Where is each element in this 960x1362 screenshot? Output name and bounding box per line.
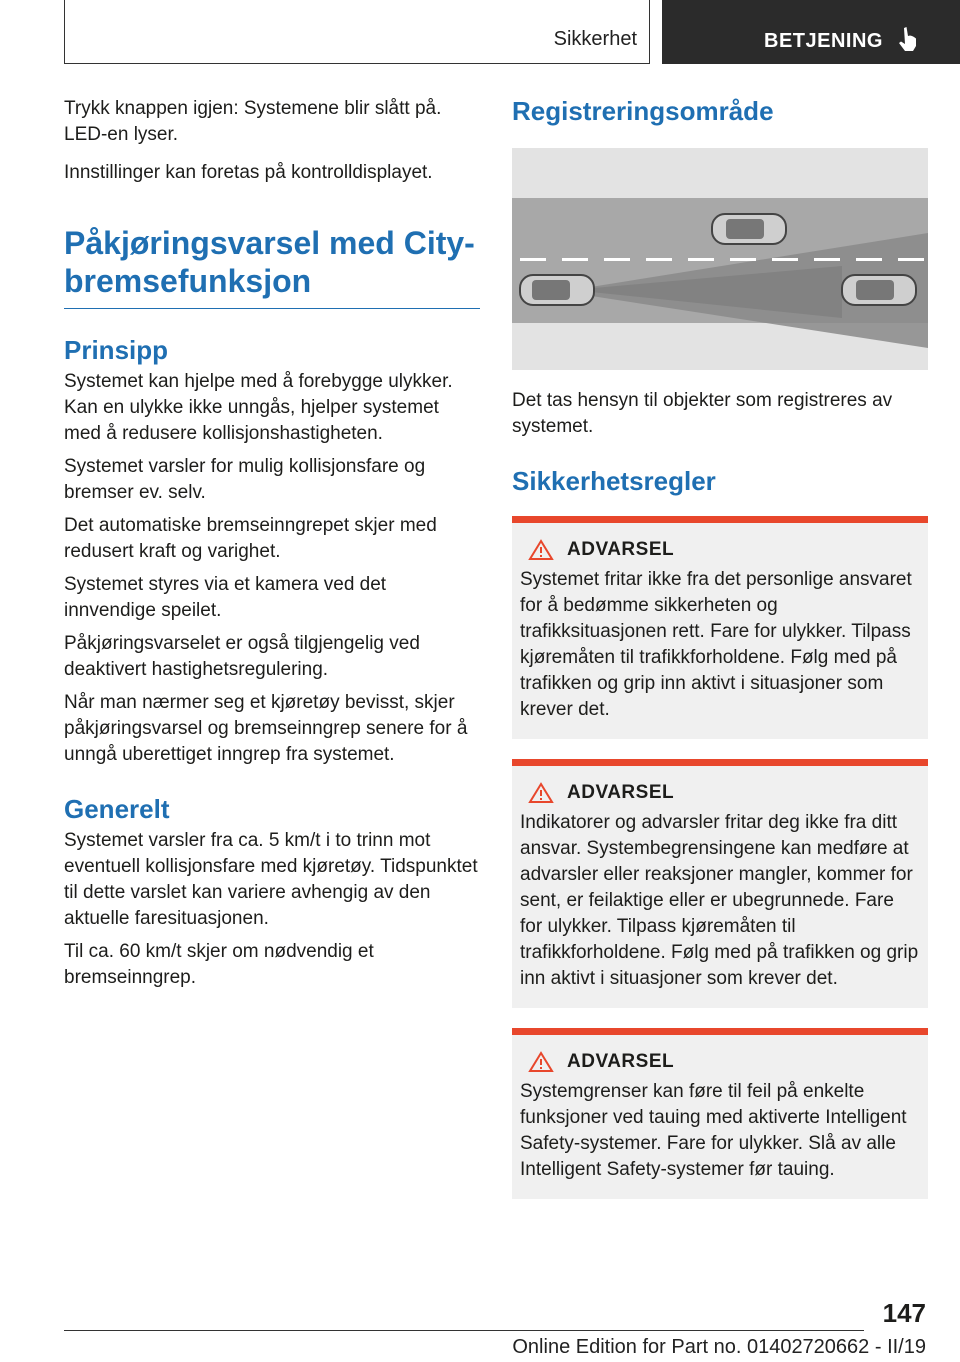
principle-paragraph: Systemet styres via et kamera ved det innvendige speilet. bbox=[64, 574, 387, 621]
principle-paragraph: Systemet varsler for mulig kollisjonsfare og bremser ev. selv. bbox=[64, 456, 426, 503]
warning-text: Indikatorer og advarsler fritar deg ikke fra ditt ansvar. Systembegrensingene kan medføre at advarsler eller reaksjoner mangler, kommer for sent, er feilaktige eller er ubegrunnede. Fare for ulykker. Tilpass kjøremåten til trafikkforholdene. Følg med på trafikken og grip inn aktivt i situasjoner som krever det. bbox=[520, 812, 919, 989]
section-heading: Påkjøringsvarsel med City-bremsefunksjon bbox=[64, 224, 480, 309]
header-chapter-label: BETJENING bbox=[764, 30, 883, 52]
principle-paragraph: Påkjøringsvarselet er også tilgjengelig ved deaktivert hastighetsregulering. bbox=[64, 633, 420, 680]
warning-box bbox=[512, 759, 928, 1008]
hand-pointer-icon bbox=[896, 26, 920, 52]
principle-paragraph: Det automatiske bremseinngrepet skjer med redusert kraft og varighet. bbox=[64, 515, 437, 562]
warning-title: ADVARSEL bbox=[567, 782, 675, 803]
header-section-label: Sikkerhet bbox=[553, 28, 637, 50]
car-ahead-icon bbox=[842, 275, 916, 305]
warning-triangle-icon bbox=[528, 782, 554, 804]
principle-paragraph: Systemet kan hjelpe med å forebygge ulykker. Kan en ulykke ikke unngås, hjelper systemet med å redusere kollisjonshastigheten. bbox=[64, 371, 453, 444]
warning-text: Systemgrenser kan føre til feil på enkelte funksjoner ved tauing med aktiverte Intelligent Safety-systemer. Fare for ulykker. Slå av alle Intelligent Safety-systemer før tauing. bbox=[520, 1081, 907, 1180]
warning-title: ADVARSEL bbox=[567, 539, 675, 560]
warning-text: Systemet fritar ikke fra det personlige ansvaret for å bedømme sikkerheten og trafikksituasjonen rett. Fare for ulykker. Tilpass kjøremåten til trafikkforholdene. Følg med på trafikken og grip inn aktivt i situasjoner som krever det. bbox=[520, 569, 912, 720]
footer-divider bbox=[64, 1330, 864, 1331]
left-column bbox=[64, 96, 480, 998]
intro-text bbox=[64, 96, 480, 186]
general-paragraph: Til ca. 60 km/t skjer om nødvendig et bremseinngrep. bbox=[64, 941, 374, 988]
detection-heading: Registreringsområde bbox=[512, 96, 774, 126]
header-section-tab bbox=[64, 0, 650, 64]
warning-triangle-icon bbox=[528, 539, 554, 561]
footer-edition: Online Edition for Part no. 01402720662 - II/19 bbox=[512, 1336, 926, 1358]
principle-paragraph: Når man nærmer seg et kjøretøy bevisst, skjer påkjøringsvarsel og bremseinngrep senere for å unngå uberettiget inngrep fra systemet. bbox=[64, 692, 468, 765]
figure-caption: Det tas hensyn til objekter som registreres av systemet. bbox=[512, 390, 893, 437]
safety-heading: Sikkerhetsregler bbox=[512, 466, 716, 496]
right-column bbox=[512, 96, 928, 1199]
road-diagram bbox=[512, 148, 928, 370]
intro-paragraph: Trykk knappen igjen: Systemene blir slått på. LED-en lyser. bbox=[64, 98, 442, 145]
car-front-lane-icon bbox=[712, 214, 786, 244]
general-paragraph: Systemet varsler fra ca. 5 km/t i to trinn mot eventuell kollisjonsfare med kjøretøy. Tidspunktet til dette varslet kan variere avhengig av den aktuelle faresituasjonen. bbox=[64, 830, 478, 929]
warning-title: ADVARSEL bbox=[567, 1051, 675, 1072]
warning-box bbox=[512, 1028, 928, 1199]
header-chapter-tab bbox=[662, 0, 960, 64]
warning-triangle-icon bbox=[528, 1051, 554, 1073]
intro-paragraph: Innstillinger kan foretas på kontrolldisplayet. bbox=[64, 162, 433, 183]
detection-area-illustration bbox=[512, 148, 928, 370]
page-number: 147 bbox=[882, 1298, 926, 1328]
warning-box bbox=[512, 516, 928, 739]
car-own-icon bbox=[520, 275, 594, 305]
general-heading: Generelt bbox=[64, 794, 170, 824]
principle-heading: Prinsipp bbox=[64, 335, 169, 365]
